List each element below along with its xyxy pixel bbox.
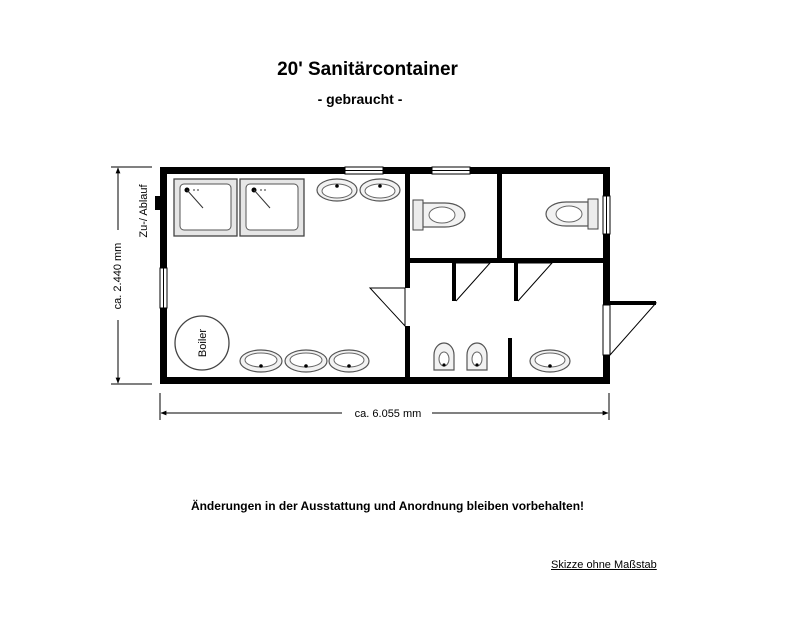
wash-basin [530, 350, 570, 372]
wash-basin [360, 179, 400, 201]
drain-label: Zu-/ Ablauf [138, 184, 150, 238]
right-window [603, 196, 610, 234]
urinal [434, 343, 454, 370]
shower-tray [240, 179, 304, 236]
toilet [413, 200, 465, 230]
boiler [175, 316, 229, 370]
drain-connection [155, 196, 161, 210]
width-label: ca. 6.055 mm [354, 408, 422, 420]
wash-basin [317, 179, 357, 201]
height-label: ca. 2.440 mm [112, 242, 124, 310]
urinal [467, 343, 487, 370]
plan-subtitle: - gebraucht - [317, 91, 403, 107]
wash-basin [285, 350, 327, 372]
wash-basin [240, 350, 282, 372]
shower-tray [174, 179, 237, 236]
toilet [546, 199, 598, 229]
doors [370, 263, 656, 355]
wash-basin [329, 350, 369, 372]
left-window [160, 268, 167, 308]
width-dimension [160, 393, 609, 420]
plan-title: 20' Sanitärcontainer [277, 59, 458, 80]
scale-note: Skizze ohne Maßstab [551, 559, 657, 571]
disclaimer-notice: Änderungen in der Ausstattung und Anordnung bleiben vorbehalten! [190, 499, 585, 513]
boiler-label: Boiler [197, 328, 209, 358]
